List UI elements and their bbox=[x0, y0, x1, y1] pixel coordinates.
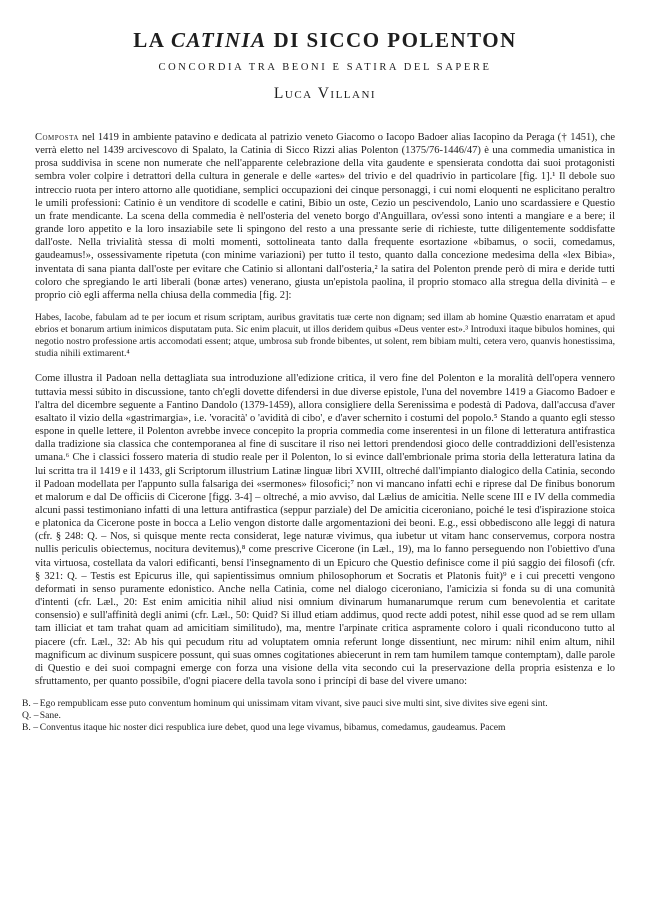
paragraph-analysis: Come illustra il Padoan nella dettagliata sua introduzione all'edizione critica, il vero fine del Polenton e la moralità dell'opera vennero tuttavia messi súbito in discussione, tanto ch'egli dovette difendersi in due diverse epistole, l'una del novembre 1419 a Giacomo Badoer e l'altra del dicembre seguente a Fantino Dandolo (1379-1459), allora consigliere della Serenissima e podestà di Padova, dall'accusa d'aver esaltato il vizio della «gastrimargia», i.e. 'voracità' o 'avidità di cibo', e d'aver schernito i costumi del popolo.⁵ Stando a quanto egli stesso espone in quelle lettere, il Polenton avrebbe invece concepito la propria commedia come inserentesi in un filone di letteratura antifrastica dalla tradizione sia classica che contemporanea al fine di suscitare il riso nei lettori prendendosi gioco delle contraddizioni dell'esistenza umana.⁶ Che i classici fossero materia di studio reale per il Polenton, lo si evince dall'embrionale prima storia della letteratura latina da lui scritta tra il 1419 e il 1433, gli Scriptorum illustrium Latinæ linguæ libri XVIII, oltreché dall'impianto dialogico della Catinia, secondo il Padoan modellata per l'appunto sulla falsariga dei «sermones» filosofici;⁷ non vi mancano infatti echi e riprese dal De finibus bonorum et malorum e dal De officiis di Cicerone [figg. 3-4] – oltreché, a mio avviso, dal Lælius de amicitia. Nelle scene III e IV della commedia alcuni passi testimoniano infatti di una lettura antifrastica (seppur parziale) del De amicitia ciceroniano, poiché le tesi d'ispirazione stoica e platonica da Cicerone poste in bocca a Lelio vengon distorte dalle argomentazioni dei beoni. E.g., essi obbediscono alle leggi di natura (cfr. § 248: Q. – Nos, si quisque mente recta considerat, lege naturæ vivimus, qua iubetur ut vitam hanc conservemus, corpora nostra nullis periculis obiectemus, nocitura devitemus),⁸ come prescrive Cicerone (in Læl., 19), ma lo fanno perseguendo non l'obiettivo d'una vita virtuosa, costellata da valori edificanti, bensí l'insegnamento di un Epicuro che Questio definisce come il piú saggio dei filosofi (cfr. § 321: Q. – Testis est Epicurus ille, qui sapientissimus omnium philosophorum et Socratis et Platonis fuit)⁹ e i cui precetti vengono deformati in senso puramente edonistico. Anche nella Catinia, come nel dialogo ciceroniano, l'amicizia si fonda su di una comunità d'intenti (cfr. Læl., 20: Est enim amicitia nihil aliud nisi omnium divinarum humanarumque rerum cum benevolentia et caritate consensio) e sull'affinità degli animi (cfr. Læl., 50: Quid? Si illud etiam addimus, quod recte addi potest, nihil esse quod ad se rem ullam tam illiciat et tam trahat quam ad amicitiam similitudo), ma, mentre l'arpinate critica aspramente coloro i quali riconducono tutto al piacere (cfr. Læl., 32: Ab his qui pecudum ritu ad voluptatem omnia referunt longe dissentiunt, nec mirum: nihil enim altum, nihil magnificum ac divinum suspicere possunt, qui suas omnes cogitationes abiecerunt in rem tam humilem tamque contemptam), dalle parole di Questio e dei suoi compagni emerge con forza una visione della vita secondo cui la preservazione della propria esistenza e lo sfruttamento, per quanto possibile, d'ogni piacere della tavola sono i princípi di base del vivere umano: bbox=[35, 373, 615, 687]
article-title bbox=[35, 28, 615, 52]
title-work: CATINIA bbox=[170, 28, 267, 52]
dialogue-line bbox=[22, 710, 615, 722]
dialogue-speaker: B. – bbox=[22, 698, 38, 710]
article-subtitle: CONCORDIA TRA BEONI E SATIRA DEL SAPERE bbox=[158, 62, 492, 73]
paragraph-intro bbox=[35, 131, 615, 302]
dialogue-excerpt bbox=[22, 698, 615, 734]
dialogue-text: Sane. bbox=[39, 710, 61, 722]
paragraph-intro-text: nel 1419 in ambiente patavino e dedicata al patrizio veneto Giacomo o Iacopo Badoer alias Iacopino da Peraga († 1451), che verrà eletto nel 1439 arcivescovo di Spalato, la Catinia di Sicco Rizzi alias Polenton (1375/76-1446/47) è una commedia umanistica in prosa suddivisa in scene non numerate che nell'apparente celebrazione della vita gaudente e spensierata condotta dai suoi protagonisti sembra voler colpire i detrattori della cultura in generale e delle «artes» del trivio e del quadrivio in particolare [fig. 1].¹ Il debole suo intreccio ruota per intero attorno alle quotidiane, semplici occupazioni dei cinque personaggi, i cui nomi eloquenti ne esplicitano peraltro le umili professioni: Catinio è un venditore di scodelle e catini, Bibio un oste, Cezio un pescivendolo, Lanio uno scardassiere e Questio un frate mendicante. La scena della commedia è nell'osteria del veneto borgo d'Anguillara, ov'essi sono intenti a mangiare e a bere; il grande loro appetito e la loro insaziabile sete li spingono del resto a una pressante serie di richieste, tutte diligentemente soddisfatte dall'oste. Nella trivialità stessa di molti momenti, sottolineata tanto dalla frequente esortazione «bibamus, o socii, comedamus, gaudeamus!», ossessivamente ripetuta (con minime variazioni) per tutto il testo, quanto dalla concezione medesima della «lex Bibia», inventata di sana pianta dall'oste per evitare che Catinio si allontani dall'osteria,² la satira del Polenton prende però di mira e deride tutti coloro che spregiando le arti liberali (bonæ artes) venerano, giusta un'epistola paolina, il proprio stomaco alla stregua della divinità – e proprio ciò egli afferma nella chiusa della commedia [fig. 2]: bbox=[35, 132, 615, 301]
dialogue-line bbox=[22, 698, 615, 710]
dialogue-line bbox=[22, 722, 615, 734]
drop-lead-word: Composta bbox=[35, 132, 79, 143]
dialogue-speaker: B. – bbox=[22, 722, 38, 734]
block-quote: Habes, Iacobe, fabulam ad te per iocum et risum scriptam, auribus gravitatis tuæ certe non dignam; sed illam ab homine Quæstio enarratam et apud ebrios et bonarum artium inimicos disputatam puta. Sic enim placuit, ut illos deridem quibus «Deus venter est».³ Introduxi itaque bibulos homines, qui negotio nostro professione artis accomodati essent; atque, umbrosa sub fronde bibentes, ut solent, rem bibiam multi, cetera vero, quanvis honestissima, studia nihili extimarent.⁴ bbox=[35, 312, 615, 360]
dialogue-text: Ego rempublicam esse puto conventum hominum qui unissimam vitam vivant, sive pauci sive multi sint, sive divites sive egeni sint. bbox=[39, 698, 548, 710]
title-suffix: DI SICCO POLENTON bbox=[266, 28, 517, 52]
article-page bbox=[22, 28, 615, 734]
dialogue-text: Conventus itaque hic noster dici respublica iure debet, quod una lege vivamus, bibamus, comedamus, gaudeamus. Pacem bbox=[39, 722, 506, 734]
title-prefix: LA bbox=[133, 28, 171, 52]
dialogue-speaker: Q. – bbox=[22, 710, 39, 722]
article-author: Luca Villani bbox=[273, 85, 377, 102]
